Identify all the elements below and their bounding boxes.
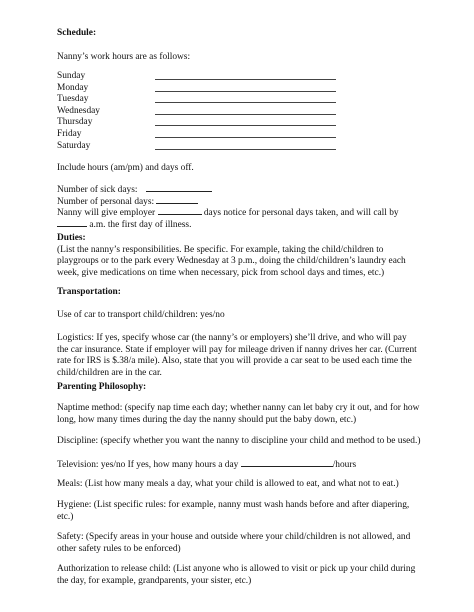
authorization-text: the day, for example, grandparents, your sister, etc.) xyxy=(57,575,252,586)
sick-days-label: Number of sick days: xyxy=(57,185,138,195)
call-time-blank xyxy=(57,217,87,227)
authorization-text: Authorization to release child: (List anyone who is allowed to visit or pick up your child during xyxy=(57,564,416,574)
day-label: Monday xyxy=(57,82,89,93)
day-label: Friday xyxy=(57,129,82,139)
illness-row xyxy=(57,217,191,232)
personal-days-label: Number of personal days: xyxy=(57,196,155,207)
hours-line xyxy=(155,149,336,150)
safety-text: Safety: (Specify areas in your house and outside where your child/children is not allowed, and xyxy=(57,532,411,542)
naptime-text: Naptime method: (specify nap time each day; whether nanny can let baby cry it out, and for how xyxy=(57,403,420,413)
duties-text: week, give medications on time when necessary, pick from school days and times, etc.) xyxy=(57,267,385,278)
hours-line xyxy=(155,102,336,103)
sick-days-blank xyxy=(146,182,212,192)
hours-line xyxy=(155,91,336,92)
include-hours-note: Include hours (am/pm) and days off. xyxy=(57,163,194,173)
day-label: Thursday xyxy=(57,117,93,128)
transportation-heading: Transportation: xyxy=(57,287,121,297)
notice-label-b: days notice for personal days taken, and will call by xyxy=(203,208,399,219)
day-row-tuesday xyxy=(57,94,357,106)
day-label: Tuesday xyxy=(57,94,89,105)
hours-line xyxy=(155,137,336,138)
day-row-monday xyxy=(57,83,357,95)
notice-days-blank xyxy=(158,205,202,215)
personal-days-blank xyxy=(156,194,198,204)
television-label: Television: yes/no If yes, how many hours a day xyxy=(57,460,239,470)
duties-text: playgroups or to the park every Wednesday at 3 p.m., doing the child/children’s laundry each xyxy=(57,256,406,267)
day-row-saturday xyxy=(57,141,357,153)
use-of-car: Use of car to transport child/children: yes/no xyxy=(57,310,225,320)
day-label: Saturday xyxy=(57,140,91,151)
parenting-philosophy-heading: Parenting Philosophy: xyxy=(57,382,147,392)
safety-text: other safety rules to be enforced) xyxy=(57,543,181,554)
duties-heading: Duties: xyxy=(57,233,86,243)
day-row-wednesday xyxy=(57,106,357,118)
day-row-thursday xyxy=(57,117,357,129)
notice-label-c: a.m. the first day of illness. xyxy=(89,219,192,230)
day-row-friday xyxy=(57,129,357,141)
hours-line xyxy=(155,79,336,80)
duties-text: (List the nanny’s responsibilities. Be specific. For example, taking the child/children to xyxy=(57,244,384,255)
discipline-text: Discipline: (specify whether you want the nanny to discipline your child and method to be used.) xyxy=(57,436,421,446)
schedule-heading: Schedule: xyxy=(57,28,97,38)
television-hours-blank xyxy=(241,457,333,467)
day-row-sunday xyxy=(57,71,357,83)
notice-label-a: Nanny will give employer xyxy=(57,208,156,219)
hours-line xyxy=(155,125,336,126)
hours-line xyxy=(155,114,336,115)
day-label: Sunday xyxy=(57,71,86,81)
day-label: Wednesday xyxy=(57,105,100,116)
hygiene-text: etc.) xyxy=(57,511,74,522)
logistics-text: child/children are in the car. xyxy=(57,367,162,378)
meals-text: Meals: (List how many meals a day, what your child is allowed to eat, and what not to eat.) xyxy=(57,479,399,489)
logistics-text: Logistics: If yes, specify whose car (the nanny’s or employers) she’ll drive, and who will pay xyxy=(57,333,407,343)
logistics-text: the car insurance. State if employer will pay for mileage driven if nanny drives her car. (Current xyxy=(57,344,417,355)
logistics-text: rate for IRS is $.38/a mile). Also, state that you will provide a car seat to be used each time the xyxy=(57,356,412,367)
television-unit: /hours xyxy=(332,460,357,470)
naptime-text: long, how many times during the day the nanny should put the baby down, etc.) xyxy=(57,414,357,425)
television-row xyxy=(57,457,356,472)
schedule-intro: Nanny’s work hours are as follows: xyxy=(57,52,191,62)
hygiene-text: Hygiene: (List specific rules: for example, nanny must wash hands before and after diapering, xyxy=(57,500,410,510)
